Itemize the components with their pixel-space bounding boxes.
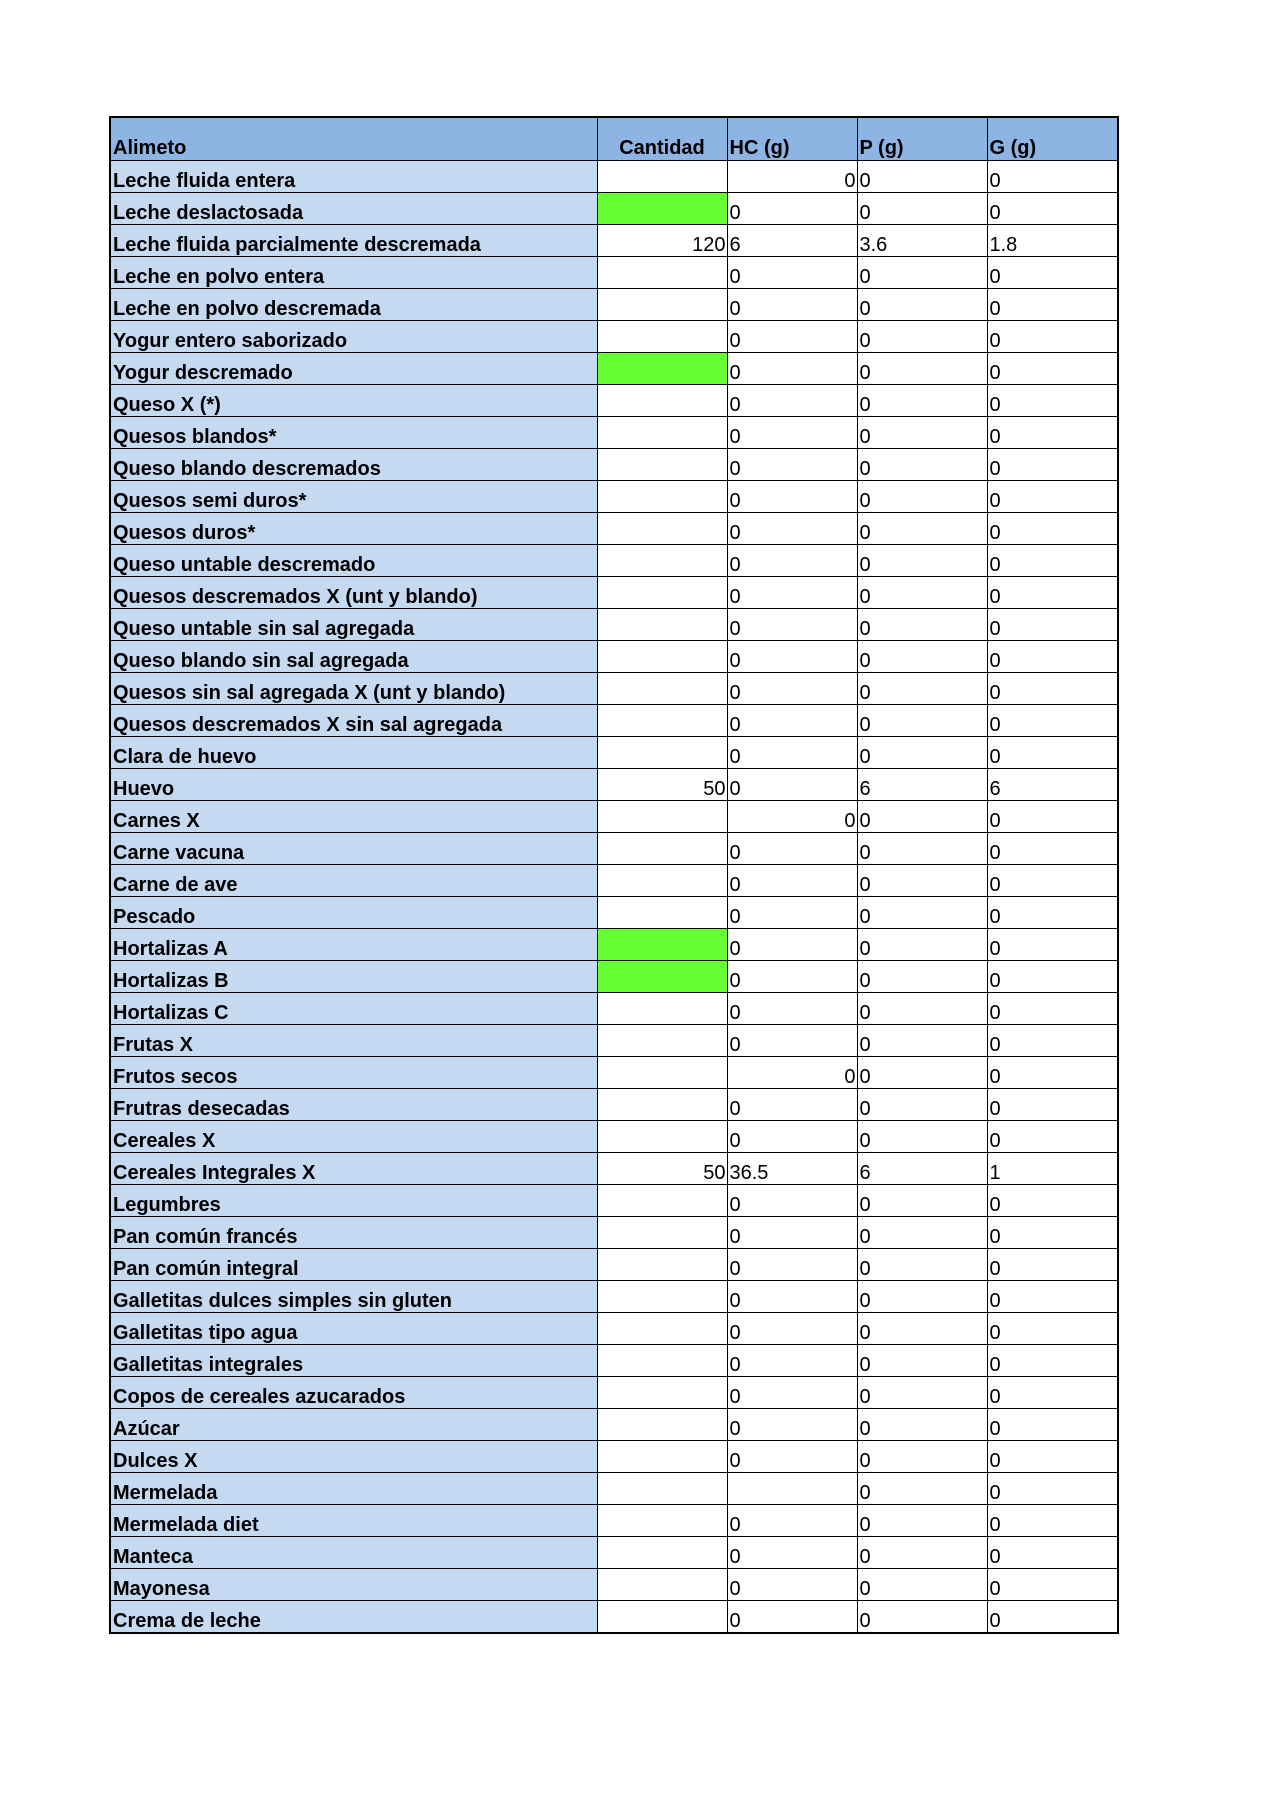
hc-cell: 0 (727, 1313, 857, 1345)
table-row (110, 609, 1118, 641)
food-name-cell: Cereales Integrales X (110, 1153, 597, 1185)
protein-cell: 0 (857, 161, 987, 193)
protein-cell: 0 (857, 993, 987, 1025)
protein-cell: 0 (857, 545, 987, 577)
fat-cell: 0 (987, 929, 1118, 961)
food-name-cell: Queso X (*) (110, 385, 597, 417)
hc-cell: 0 (727, 1057, 857, 1089)
hc-cell: 0 (727, 545, 857, 577)
quantity-cell[interactable] (597, 897, 727, 929)
hc-cell: 0 (727, 1025, 857, 1057)
quantity-cell[interactable] (597, 1089, 727, 1121)
food-name-cell: Pescado (110, 897, 597, 929)
table-row (110, 1153, 1118, 1185)
protein-cell: 0 (857, 1473, 987, 1505)
quantity-cell[interactable]: 120 (597, 225, 727, 257)
protein-cell: 0 (857, 1249, 987, 1281)
food-name-cell: Quesos descremados X (unt y blando) (110, 577, 597, 609)
hc-cell: 0 (727, 289, 857, 321)
quantity-cell[interactable] (597, 1057, 727, 1089)
food-name-cell: Hortalizas C (110, 993, 597, 1025)
table-row (110, 385, 1118, 417)
protein-cell: 0 (857, 577, 987, 609)
food-name-cell: Manteca (110, 1537, 597, 1569)
fat-cell: 0 (987, 1281, 1118, 1313)
protein-cell: 0 (857, 321, 987, 353)
fat-cell: 0 (987, 705, 1118, 737)
quantity-cell[interactable] (597, 1121, 727, 1153)
fat-cell: 0 (987, 1313, 1118, 1345)
food-name-cell: Hortalizas A (110, 929, 597, 961)
protein-cell: 0 (857, 1217, 987, 1249)
fat-cell: 0 (987, 993, 1118, 1025)
table-row (110, 1089, 1118, 1121)
table-row (110, 897, 1118, 929)
hc-cell: 0 (727, 1601, 857, 1634)
quantity-cell[interactable] (597, 961, 727, 993)
table-body (110, 161, 1118, 1634)
protein-cell: 0 (857, 609, 987, 641)
quantity-cell[interactable] (597, 161, 727, 193)
protein-cell: 0 (857, 289, 987, 321)
protein-cell: 3.6 (857, 225, 987, 257)
hc-cell: 0 (727, 1505, 857, 1537)
table-row (110, 513, 1118, 545)
fat-cell: 0 (987, 481, 1118, 513)
quantity-cell[interactable] (597, 257, 727, 289)
hc-cell: 0 (727, 673, 857, 705)
hc-cell: 0 (727, 161, 857, 193)
fat-cell: 0 (987, 545, 1118, 577)
quantity-cell[interactable] (597, 1409, 727, 1441)
fat-cell: 1 (987, 1153, 1118, 1185)
fat-cell: 0 (987, 1249, 1118, 1281)
fat-cell: 0 (987, 961, 1118, 993)
quantity-cell[interactable] (597, 385, 727, 417)
table-row (110, 1313, 1118, 1345)
fat-cell: 0 (987, 257, 1118, 289)
table-row (110, 993, 1118, 1025)
fat-cell: 0 (987, 1505, 1118, 1537)
food-name-cell: Huevo (110, 769, 597, 801)
table-row (110, 961, 1118, 993)
table-row (110, 1601, 1118, 1634)
hc-cell: 0 (727, 1345, 857, 1377)
table-row (110, 1505, 1118, 1537)
food-name-cell: Leche en polvo entera (110, 257, 597, 289)
hc-cell: 0 (727, 1537, 857, 1569)
quantity-cell[interactable] (597, 1473, 727, 1505)
food-name-cell: Queso untable sin sal agregada (110, 609, 597, 641)
table-row (110, 1185, 1118, 1217)
table-row (110, 769, 1118, 801)
fat-cell: 6 (987, 769, 1118, 801)
food-name-cell: Leche deslactosada (110, 193, 597, 225)
hc-cell: 0 (727, 1249, 857, 1281)
protein-cell: 0 (857, 193, 987, 225)
hc-cell: 0 (727, 257, 857, 289)
hc-cell: 0 (727, 1409, 857, 1441)
food-name-cell: Dulces X (110, 1441, 597, 1473)
fat-cell: 0 (987, 513, 1118, 545)
header-p: P (g) (857, 117, 987, 161)
fat-cell: 0 (987, 449, 1118, 481)
protein-cell: 0 (857, 929, 987, 961)
fat-cell: 0 (987, 1537, 1118, 1569)
protein-cell: 0 (857, 1025, 987, 1057)
protein-cell: 0 (857, 865, 987, 897)
hc-cell: 0 (727, 833, 857, 865)
food-name-cell: Leche fluida entera (110, 161, 597, 193)
quantity-cell[interactable] (597, 1441, 727, 1473)
food-name-cell: Queso blando descremados (110, 449, 597, 481)
protein-cell: 0 (857, 961, 987, 993)
quantity-cell[interactable] (597, 1345, 727, 1377)
fat-cell: 0 (987, 1345, 1118, 1377)
fat-cell: 1.8 (987, 225, 1118, 257)
header-g: G (g) (987, 117, 1118, 161)
food-name-cell: Galletitas tipo agua (110, 1313, 597, 1345)
table-row (110, 353, 1118, 385)
hc-cell: 0 (727, 353, 857, 385)
hc-cell (727, 1473, 857, 1505)
food-name-cell: Pan común integral (110, 1249, 597, 1281)
hc-cell: 0 (727, 1089, 857, 1121)
food-name-cell: Galletitas dulces simples sin gluten (110, 1281, 597, 1313)
table-row (110, 1057, 1118, 1089)
protein-cell: 0 (857, 1601, 987, 1634)
quantity-cell[interactable] (597, 1217, 727, 1249)
quantity-cell[interactable] (597, 1537, 727, 1569)
quantity-cell[interactable] (597, 481, 727, 513)
table-row (110, 1473, 1118, 1505)
food-name-cell: Mermelada (110, 1473, 597, 1505)
hc-cell: 0 (727, 609, 857, 641)
hc-cell: 0 (727, 769, 857, 801)
table-header (110, 117, 1118, 161)
food-table (109, 116, 1119, 1634)
hc-cell: 36.5 (727, 1153, 857, 1185)
hc-cell: 0 (727, 641, 857, 673)
hc-cell: 0 (727, 993, 857, 1025)
quantity-cell[interactable] (597, 929, 727, 961)
protein-cell: 0 (857, 833, 987, 865)
food-name-cell: Pan común francés (110, 1217, 597, 1249)
fat-cell: 0 (987, 833, 1118, 865)
protein-cell: 6 (857, 769, 987, 801)
food-name-cell: Cereales X (110, 1121, 597, 1153)
hc-cell: 0 (727, 705, 857, 737)
quantity-cell[interactable] (597, 353, 727, 385)
table-row (110, 1441, 1118, 1473)
protein-cell: 0 (857, 1377, 987, 1409)
hc-cell: 0 (727, 961, 857, 993)
table-row (110, 929, 1118, 961)
hc-cell: 0 (727, 1281, 857, 1313)
food-name-cell: Galletitas integrales (110, 1345, 597, 1377)
quantity-cell[interactable] (597, 513, 727, 545)
header-row (110, 117, 1118, 161)
food-name-cell: Quesos duros* (110, 513, 597, 545)
protein-cell: 0 (857, 353, 987, 385)
quantity-cell[interactable] (597, 801, 727, 833)
food-name-cell: Quesos blandos* (110, 417, 597, 449)
table-row (110, 1281, 1118, 1313)
fat-cell: 0 (987, 1569, 1118, 1601)
table-row (110, 1345, 1118, 1377)
header-alimento: Alimeto (110, 117, 597, 161)
hc-cell: 0 (727, 321, 857, 353)
food-name-cell: Queso blando sin sal agregada (110, 641, 597, 673)
table-row (110, 1377, 1118, 1409)
fat-cell: 0 (987, 417, 1118, 449)
food-name-cell: Quesos sin sal agregada X (unt y blando) (110, 673, 597, 705)
table-row (110, 321, 1118, 353)
hc-cell: 0 (727, 449, 857, 481)
fat-cell: 0 (987, 1185, 1118, 1217)
fat-cell: 0 (987, 1121, 1118, 1153)
hc-cell: 0 (727, 929, 857, 961)
table-row (110, 1025, 1118, 1057)
quantity-cell[interactable] (597, 1601, 727, 1634)
hc-cell: 0 (727, 737, 857, 769)
fat-cell: 0 (987, 1217, 1118, 1249)
quantity-cell[interactable] (597, 737, 727, 769)
food-name-cell: Quesos descremados X sin sal agregada (110, 705, 597, 737)
quantity-cell[interactable] (597, 1185, 727, 1217)
quantity-cell[interactable] (597, 1569, 727, 1601)
table-row (110, 449, 1118, 481)
quantity-cell[interactable] (597, 1313, 727, 1345)
fat-cell: 0 (987, 801, 1118, 833)
fat-cell: 0 (987, 1377, 1118, 1409)
quantity-cell[interactable] (597, 1505, 727, 1537)
fat-cell: 0 (987, 1089, 1118, 1121)
food-name-cell: Carnes X (110, 801, 597, 833)
food-name-cell: Leche fluida parcialmente descremada (110, 225, 597, 257)
hc-cell: 6 (727, 225, 857, 257)
hc-cell: 0 (727, 1185, 857, 1217)
hc-cell: 0 (727, 385, 857, 417)
protein-cell: 0 (857, 897, 987, 929)
table-row (110, 545, 1118, 577)
fat-cell: 0 (987, 1409, 1118, 1441)
quantity-cell[interactable] (597, 1025, 727, 1057)
food-name-cell: Frutos secos (110, 1057, 597, 1089)
protein-cell: 0 (857, 1441, 987, 1473)
hc-cell: 0 (727, 193, 857, 225)
protein-cell: 0 (857, 673, 987, 705)
food-name-cell: Leche en polvo descremada (110, 289, 597, 321)
table-row (110, 257, 1118, 289)
table-row (110, 1537, 1118, 1569)
fat-cell: 0 (987, 353, 1118, 385)
food-name-cell: Frutras desecadas (110, 1089, 597, 1121)
protein-cell: 0 (857, 641, 987, 673)
quantity-cell[interactable] (597, 673, 727, 705)
quantity-cell[interactable] (597, 865, 727, 897)
food-name-cell: Frutas X (110, 1025, 597, 1057)
hc-cell: 0 (727, 801, 857, 833)
fat-cell: 0 (987, 161, 1118, 193)
quantity-cell[interactable] (597, 1377, 727, 1409)
protein-cell: 6 (857, 1153, 987, 1185)
hc-cell: 0 (727, 1217, 857, 1249)
table-row (110, 289, 1118, 321)
protein-cell: 0 (857, 1537, 987, 1569)
table-row (110, 737, 1118, 769)
header-hc: HC (g) (727, 117, 857, 161)
quantity-cell[interactable] (597, 577, 727, 609)
table-row (110, 673, 1118, 705)
quantity-cell[interactable] (597, 321, 727, 353)
protein-cell: 0 (857, 1281, 987, 1313)
hc-cell: 0 (727, 1377, 857, 1409)
quantity-cell[interactable] (597, 609, 727, 641)
protein-cell: 0 (857, 1505, 987, 1537)
hc-cell: 0 (727, 513, 857, 545)
food-name-cell: Hortalizas B (110, 961, 597, 993)
hc-cell: 0 (727, 1441, 857, 1473)
hc-cell: 0 (727, 897, 857, 929)
quantity-cell[interactable] (597, 705, 727, 737)
hc-cell: 0 (727, 577, 857, 609)
hc-cell: 0 (727, 481, 857, 513)
protein-cell: 0 (857, 1569, 987, 1601)
protein-cell: 0 (857, 801, 987, 833)
table-row (110, 417, 1118, 449)
fat-cell: 0 (987, 1441, 1118, 1473)
table-row (110, 833, 1118, 865)
protein-cell: 0 (857, 1313, 987, 1345)
protein-cell: 0 (857, 449, 987, 481)
hc-cell: 0 (727, 865, 857, 897)
table-row (110, 193, 1118, 225)
fat-cell: 0 (987, 641, 1118, 673)
protein-cell: 0 (857, 1345, 987, 1377)
fat-cell: 0 (987, 1473, 1118, 1505)
fat-cell: 0 (987, 897, 1118, 929)
food-name-cell: Queso untable descremado (110, 545, 597, 577)
table-row (110, 641, 1118, 673)
fat-cell: 0 (987, 1057, 1118, 1089)
table-row (110, 1121, 1118, 1153)
food-name-cell: Quesos semi duros* (110, 481, 597, 513)
fat-cell: 0 (987, 737, 1118, 769)
hc-cell: 0 (727, 417, 857, 449)
food-name-cell: Crema de leche (110, 1601, 597, 1634)
protein-cell: 0 (857, 737, 987, 769)
quantity-cell[interactable] (597, 641, 727, 673)
quantity-cell[interactable] (597, 1249, 727, 1281)
fat-cell: 0 (987, 193, 1118, 225)
quantity-cell[interactable] (597, 545, 727, 577)
quantity-cell[interactable]: 50 (597, 769, 727, 801)
food-name-cell: Yogur descremado (110, 353, 597, 385)
fat-cell: 0 (987, 577, 1118, 609)
header-cantidad: Cantidad (597, 117, 727, 161)
hc-cell: 0 (727, 1121, 857, 1153)
protein-cell: 0 (857, 257, 987, 289)
quantity-cell[interactable] (597, 833, 727, 865)
quantity-cell[interactable] (597, 289, 727, 321)
table-row (110, 161, 1118, 193)
protein-cell: 0 (857, 481, 987, 513)
fat-cell: 0 (987, 1025, 1118, 1057)
table-row (110, 865, 1118, 897)
table-row (110, 225, 1118, 257)
fat-cell: 0 (987, 385, 1118, 417)
food-name-cell: Mermelada diet (110, 1505, 597, 1537)
food-name-cell: Legumbres (110, 1185, 597, 1217)
quantity-cell[interactable] (597, 449, 727, 481)
table-row (110, 705, 1118, 737)
food-name-cell: Carne vacuna (110, 833, 597, 865)
food-name-cell: Yogur entero saborizado (110, 321, 597, 353)
table-row (110, 801, 1118, 833)
table-row (110, 577, 1118, 609)
table-row (110, 481, 1118, 513)
protein-cell: 0 (857, 1409, 987, 1441)
fat-cell: 0 (987, 865, 1118, 897)
table-row (110, 1249, 1118, 1281)
fat-cell: 0 (987, 1601, 1118, 1634)
table-row (110, 1569, 1118, 1601)
protein-cell: 0 (857, 705, 987, 737)
protein-cell: 0 (857, 385, 987, 417)
protein-cell: 0 (857, 1185, 987, 1217)
food-name-cell: Mayonesa (110, 1569, 597, 1601)
protein-cell: 0 (857, 513, 987, 545)
fat-cell: 0 (987, 321, 1118, 353)
protein-cell: 0 (857, 417, 987, 449)
table-row (110, 1217, 1118, 1249)
table-row (110, 1409, 1118, 1441)
food-name-cell: Clara de huevo (110, 737, 597, 769)
quantity-cell[interactable]: 50 (597, 1153, 727, 1185)
quantity-cell[interactable] (597, 417, 727, 449)
protein-cell: 0 (857, 1121, 987, 1153)
hc-cell: 0 (727, 1569, 857, 1601)
protein-cell: 0 (857, 1089, 987, 1121)
quantity-cell[interactable] (597, 1281, 727, 1313)
fat-cell: 0 (987, 609, 1118, 641)
quantity-cell[interactable] (597, 193, 727, 225)
food-name-cell: Carne de ave (110, 865, 597, 897)
protein-cell: 0 (857, 1057, 987, 1089)
food-name-cell: Copos de cereales azucarados (110, 1377, 597, 1409)
quantity-cell[interactable] (597, 993, 727, 1025)
fat-cell: 0 (987, 673, 1118, 705)
food-name-cell: Azúcar (110, 1409, 597, 1441)
fat-cell: 0 (987, 289, 1118, 321)
